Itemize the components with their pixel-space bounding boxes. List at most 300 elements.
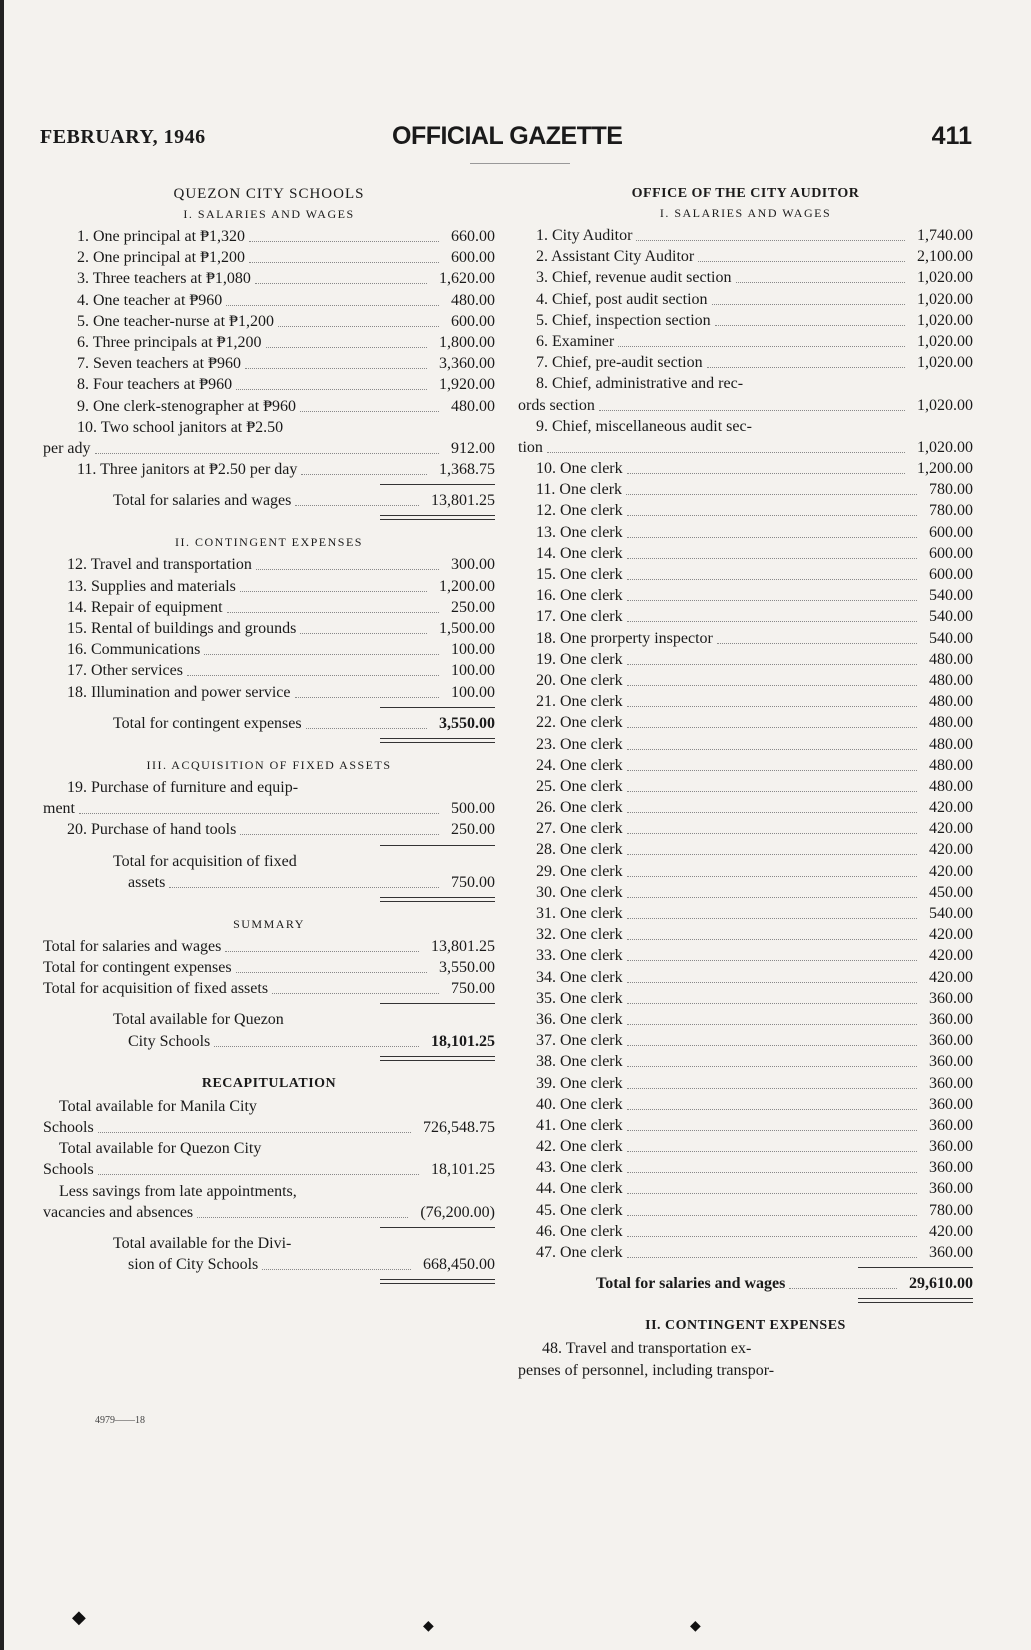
double-rule bbox=[43, 511, 495, 521]
item-label: 34. One clerk bbox=[536, 968, 623, 986]
recap-amount: 18,101.25 bbox=[431, 1161, 495, 1179]
item-amount: 420.00 bbox=[929, 1222, 973, 1240]
total-label: Total available for the Divi- bbox=[113, 1234, 292, 1252]
item-amount: 480.00 bbox=[929, 671, 973, 689]
dot-leader bbox=[249, 220, 439, 242]
item-amount: 600.00 bbox=[929, 544, 973, 562]
item-amount: 780.00 bbox=[929, 481, 973, 499]
dot-leader bbox=[295, 676, 439, 698]
item-amount: 360.00 bbox=[929, 1010, 973, 1028]
dot-leader bbox=[627, 579, 917, 601]
total-label: Total for acquisition of fixed bbox=[113, 852, 297, 870]
item-label: 28. One clerk bbox=[536, 841, 623, 859]
total-label: Total available for Quezon bbox=[113, 1011, 284, 1029]
item-label: Total for acquisition of fixed assets bbox=[43, 980, 269, 998]
recap-title: RECAPITULATION bbox=[201, 1075, 337, 1091]
quezon-title: QUEZON CITY SCHOOLS bbox=[173, 186, 365, 202]
dot-leader bbox=[272, 972, 439, 994]
dot-leader bbox=[249, 241, 439, 263]
dot-leader bbox=[627, 812, 917, 834]
dot-leader bbox=[301, 453, 427, 475]
dot-leader bbox=[300, 612, 427, 634]
item-label: 37. One clerk bbox=[536, 1032, 623, 1050]
item-amount: 420.00 bbox=[929, 968, 973, 986]
item-amount: 100.00 bbox=[451, 662, 495, 680]
dot-leader bbox=[627, 1194, 917, 1216]
quezon-assets-list bbox=[43, 777, 495, 841]
item-label: 15. Rental of buildings and grounds bbox=[67, 620, 297, 637]
item-amount: 360.00 bbox=[929, 1095, 973, 1113]
item-label: 17. One clerk bbox=[536, 608, 623, 626]
dot-leader bbox=[627, 537, 917, 559]
item-label: 29. One clerk bbox=[536, 862, 623, 880]
item-amount: 1,800.00 bbox=[439, 333, 495, 351]
salary-row bbox=[43, 438, 495, 459]
quezon-salaries-title: I. SALARIES AND WAGES bbox=[183, 207, 355, 221]
double-rule bbox=[43, 1275, 495, 1285]
dot-leader bbox=[627, 1215, 917, 1237]
item-amount: 420.00 bbox=[929, 799, 973, 817]
dot-leader bbox=[627, 643, 917, 665]
recap-label: Schools bbox=[43, 1119, 94, 1136]
recap-label: Less savings from late appointments, bbox=[59, 1182, 297, 1200]
header-rule bbox=[470, 163, 570, 164]
print-mark: ◆ bbox=[690, 1619, 701, 1634]
item-label: 16. One clerk bbox=[536, 587, 623, 605]
item-label: 14. One clerk bbox=[536, 544, 623, 562]
item-amount: 1,020.00 bbox=[917, 354, 973, 372]
item-label: 14. Repair of equipment bbox=[67, 598, 223, 616]
auditor-contingent-line2 bbox=[518, 1360, 973, 1381]
salary-row bbox=[43, 459, 495, 480]
item-amount: 480.00 bbox=[929, 650, 973, 668]
item-label: 12. One clerk bbox=[536, 502, 623, 520]
item-amount: 420.00 bbox=[929, 862, 973, 880]
recap-amount: 726,548.75 bbox=[423, 1119, 495, 1136]
recap-label: Schools bbox=[43, 1161, 94, 1179]
item-amount: 300.00 bbox=[451, 556, 495, 574]
dot-leader bbox=[236, 951, 427, 973]
item-label: 2. Assistant City Auditor bbox=[536, 248, 695, 266]
dot-leader bbox=[169, 866, 439, 888]
item-label: 39. One clerk bbox=[536, 1074, 623, 1092]
item-amount: 100.00 bbox=[451, 683, 495, 701]
dot-leader bbox=[627, 685, 917, 707]
item-label: 32. One clerk bbox=[536, 926, 623, 944]
total-label: assets bbox=[128, 873, 166, 891]
total-amount: 29,610.00 bbox=[909, 1275, 973, 1293]
item-label: 7. Seven teachers at ₱960 bbox=[77, 355, 241, 373]
dot-leader bbox=[627, 1151, 917, 1173]
item-amount: 1,920.00 bbox=[439, 376, 495, 394]
item-amount: 600.00 bbox=[929, 566, 973, 583]
dot-leader bbox=[547, 431, 905, 453]
quezon-contingent-title: II. CONTINGENT EXPENSES bbox=[175, 535, 363, 550]
item-amount: 1,020.00 bbox=[917, 269, 973, 287]
dot-leader bbox=[627, 706, 917, 728]
item-label: 17. Other services bbox=[67, 662, 183, 680]
item-label: 41. One clerk bbox=[536, 1116, 623, 1134]
item-label: 26. One clerk bbox=[536, 799, 623, 817]
item-amount: 420.00 bbox=[929, 841, 973, 859]
item-amount: 780.00 bbox=[929, 1201, 973, 1219]
item-amount: 450.00 bbox=[929, 883, 973, 901]
dot-leader bbox=[627, 770, 917, 792]
item-label: 10. Two school janitors at ₱2.50 bbox=[77, 418, 284, 436]
recap-label: Total available for Manila City bbox=[59, 1097, 257, 1115]
item-amount: 250.00 bbox=[451, 598, 495, 616]
auditor-salaries-list bbox=[518, 225, 973, 1263]
dot-leader bbox=[789, 1267, 897, 1289]
item-amount: 2,100.00 bbox=[917, 248, 973, 266]
dot-leader bbox=[266, 326, 427, 348]
item-amount: 1,020.00 bbox=[917, 438, 973, 456]
contingent-row bbox=[43, 597, 495, 618]
dot-leader bbox=[627, 939, 917, 961]
total-amount: 18,101.25 bbox=[431, 1032, 495, 1050]
publication-title: OFFICIAL GAZETTE bbox=[392, 122, 623, 150]
dot-leader bbox=[79, 792, 439, 814]
item-label: 4. One teacher at ₱960 bbox=[77, 291, 223, 309]
item-label: 5. Chief, inspection section bbox=[536, 311, 711, 329]
item-amount: 360.00 bbox=[929, 1138, 973, 1156]
item-label: 2. One principal at ₱1,200 bbox=[77, 249, 245, 267]
rule bbox=[518, 1263, 973, 1273]
quezon-available-line2 bbox=[43, 1031, 495, 1052]
item-label: penses of personnel, including transpor- bbox=[518, 1361, 775, 1379]
item-amount: 1,020.00 bbox=[917, 290, 973, 308]
item-amount: 1,500.00 bbox=[439, 620, 495, 637]
total-amount: 750.00 bbox=[451, 873, 495, 891]
dot-leader bbox=[627, 833, 917, 855]
dot-leader bbox=[197, 1196, 408, 1218]
dot-leader bbox=[618, 325, 905, 347]
item-amount: 1,020.00 bbox=[917, 396, 973, 414]
auditor-contingent-line1 bbox=[518, 1338, 973, 1359]
item-label: 38. One clerk bbox=[536, 1053, 623, 1071]
item-amount: 360.00 bbox=[929, 1116, 973, 1134]
dot-leader bbox=[627, 961, 917, 983]
dot-leader bbox=[717, 622, 917, 644]
dot-leader bbox=[187, 654, 439, 676]
item-amount: 1,200.00 bbox=[917, 460, 973, 478]
dot-leader bbox=[627, 1172, 917, 1194]
item-amount: 660.00 bbox=[451, 228, 495, 245]
recap-label: vacancies and absences bbox=[43, 1203, 194, 1221]
dot-leader bbox=[698, 240, 905, 262]
item-amount: 1,020.00 bbox=[917, 311, 973, 329]
item-amount: 360.00 bbox=[929, 1053, 973, 1071]
item-label: 10. One clerk bbox=[536, 460, 623, 478]
dot-leader bbox=[98, 1153, 419, 1175]
quezon-contingent-list bbox=[43, 554, 495, 702]
summary-title: SUMMARY bbox=[233, 916, 305, 931]
salary-row bbox=[43, 396, 495, 417]
item-label: 15. One clerk bbox=[536, 566, 623, 583]
issue-date: FEBRUARY, 1946 bbox=[40, 126, 206, 148]
item-amount: 500.00 bbox=[451, 800, 495, 818]
recap-label: Total available for Quezon City bbox=[59, 1140, 262, 1158]
auditor-salary-row bbox=[518, 352, 973, 373]
item-label: 6. Examiner bbox=[536, 332, 615, 350]
item-label: 23. One clerk bbox=[536, 735, 623, 753]
item-amount: 420.00 bbox=[929, 926, 973, 944]
auditor-salaries-title: I. SALARIES AND WAGES bbox=[659, 206, 832, 220]
item-amount: 600.00 bbox=[929, 523, 973, 541]
total-amount: 3,550.00 bbox=[439, 714, 495, 732]
dot-leader bbox=[627, 1045, 917, 1067]
dot-leader bbox=[245, 347, 427, 369]
auditor-title: OFFICE OF THE CITY AUDITOR bbox=[631, 186, 860, 201]
dot-leader bbox=[256, 548, 439, 570]
auditor-salary-row bbox=[518, 395, 973, 416]
item-label: 3. Three teachers at ₱1,080 bbox=[77, 270, 251, 288]
item-label: 35. One clerk bbox=[536, 989, 623, 1007]
item-amount: 480.00 bbox=[929, 714, 973, 732]
item-amount: 360.00 bbox=[929, 1159, 973, 1177]
dot-leader bbox=[626, 473, 917, 495]
rule bbox=[43, 841, 495, 851]
item-label: 20. One clerk bbox=[536, 671, 623, 689]
item-amount: 1,368.75 bbox=[439, 461, 495, 479]
dot-leader bbox=[278, 305, 439, 327]
item-amount: 420.00 bbox=[929, 820, 973, 838]
item-amount: 360.00 bbox=[929, 1074, 973, 1092]
recap-amount: (76,200.00) bbox=[420, 1203, 495, 1221]
item-amount: 360.00 bbox=[929, 1180, 973, 1198]
quezon-contingent-total bbox=[43, 713, 495, 734]
total-amount: 13,801.25 bbox=[431, 492, 495, 510]
item-label: 8. Chief, administrative and rec- bbox=[536, 375, 744, 393]
dot-leader bbox=[214, 1025, 419, 1047]
auditor-contingent-title: II. CONTINGENT EXPENSES bbox=[645, 1318, 846, 1334]
rule bbox=[43, 999, 495, 1009]
item-label: 9. One clerk-stenographer at ₱960 bbox=[77, 397, 297, 415]
total-label: sion of City Schools bbox=[128, 1256, 259, 1274]
item-label: 31. One clerk bbox=[536, 905, 623, 922]
item-label: Total for contingent expenses bbox=[43, 959, 232, 977]
dot-leader bbox=[226, 284, 439, 306]
dot-leader bbox=[736, 261, 905, 283]
item-label: 42. One clerk bbox=[536, 1138, 623, 1156]
item-amount: 600.00 bbox=[451, 312, 495, 330]
dot-leader bbox=[95, 432, 439, 454]
dot-leader bbox=[627, 1236, 917, 1258]
page-header bbox=[40, 122, 972, 152]
quezon-schools-column bbox=[43, 184, 495, 1285]
item-label: ords section bbox=[518, 396, 595, 414]
item-label: 40. One clerk bbox=[536, 1095, 623, 1113]
item-amount: 912.00 bbox=[451, 439, 495, 457]
page-edge bbox=[0, 0, 4, 1650]
item-label: 30. One clerk bbox=[536, 883, 623, 901]
item-amount: 1,200.00 bbox=[439, 577, 495, 595]
item-label: 11. One clerk bbox=[536, 481, 623, 499]
item-label: tion bbox=[518, 438, 543, 456]
total-label: Total for contingent expenses bbox=[113, 714, 302, 732]
item-amount: 250.00 bbox=[451, 821, 495, 839]
auditor-salaries-total bbox=[518, 1273, 973, 1294]
summary-list bbox=[43, 936, 495, 1000]
item-label: 27. One clerk bbox=[536, 820, 623, 838]
dot-leader bbox=[707, 346, 905, 368]
item-label: 13. Supplies and materials bbox=[67, 577, 236, 595]
double-rule bbox=[518, 1294, 973, 1304]
item-label: 4. Chief, post audit section bbox=[536, 290, 708, 308]
total-label: Total for salaries and wages bbox=[113, 492, 292, 510]
item-label: 18. One prorperty inspector bbox=[536, 629, 713, 647]
quezon-assets-total-line2 bbox=[43, 872, 495, 893]
item-amount: 3,360.00 bbox=[439, 355, 495, 373]
dot-leader bbox=[627, 1024, 917, 1046]
item-amount: 540.00 bbox=[929, 587, 973, 605]
dot-leader bbox=[204, 633, 439, 655]
item-amount: 420.00 bbox=[929, 947, 973, 965]
dot-leader bbox=[236, 368, 427, 390]
item-label: ment bbox=[43, 800, 75, 818]
dot-leader bbox=[262, 1248, 411, 1270]
item-amount: 600.00 bbox=[451, 249, 495, 267]
dot-leader bbox=[627, 452, 905, 474]
dot-leader bbox=[306, 707, 427, 729]
item-amount: 3,550.00 bbox=[439, 959, 495, 977]
item-amount: 780.00 bbox=[929, 502, 973, 520]
item-amount: 360.00 bbox=[929, 1032, 973, 1050]
dot-leader bbox=[712, 283, 905, 305]
dot-leader bbox=[627, 897, 917, 919]
dot-leader bbox=[627, 1088, 917, 1110]
item-amount: 480.00 bbox=[451, 291, 495, 309]
item-label: 46. One clerk bbox=[536, 1222, 623, 1240]
item-label: 16. Communications bbox=[67, 641, 201, 659]
item-amount: 480.00 bbox=[929, 777, 973, 795]
item-label: 8. Four teachers at ₱960 bbox=[77, 376, 233, 394]
dot-leader bbox=[255, 262, 427, 284]
item-amount: 480.00 bbox=[929, 756, 973, 774]
auditor-salary-row bbox=[518, 1242, 973, 1263]
dot-leader bbox=[715, 304, 905, 326]
item-label: 18. Illumination and power service bbox=[67, 683, 291, 701]
item-amount: 480.00 bbox=[451, 397, 495, 415]
dot-leader bbox=[627, 1130, 917, 1152]
dot-leader bbox=[627, 728, 917, 750]
item-label: 45. One clerk bbox=[536, 1201, 623, 1219]
item-label: 19. Purchase of furniture and equip- bbox=[67, 778, 299, 796]
page-number: 411 bbox=[931, 122, 972, 150]
dot-leader bbox=[627, 664, 917, 686]
item-amount: 13,801.25 bbox=[431, 937, 495, 955]
dot-leader bbox=[627, 558, 917, 580]
dot-leader bbox=[627, 749, 917, 771]
item-amount: 360.00 bbox=[929, 989, 973, 1007]
item-label: 11. Three janitors at ₱2.50 per day bbox=[77, 461, 298, 479]
item-label: 25. One clerk bbox=[536, 777, 623, 795]
item-label: 33. One clerk bbox=[536, 947, 623, 965]
recap-row bbox=[43, 1159, 495, 1180]
dot-leader bbox=[627, 1067, 917, 1089]
item-label: 6. Three principals at ₱1,200 bbox=[77, 333, 262, 351]
dot-leader bbox=[636, 219, 905, 241]
dot-leader bbox=[227, 591, 439, 613]
item-label: 3. Chief, revenue audit section bbox=[536, 269, 732, 287]
asset-row bbox=[43, 819, 495, 840]
item-label: 5. One teacher-nurse at ₱1,200 bbox=[77, 312, 274, 330]
item-amount: 1,620.00 bbox=[439, 270, 495, 288]
item-label: 36. One clerk bbox=[536, 1010, 623, 1028]
item-amount: 540.00 bbox=[929, 905, 973, 922]
dot-leader bbox=[627, 600, 917, 622]
total-amount: 668,450.00 bbox=[423, 1256, 495, 1274]
item-label: 22. One clerk bbox=[536, 714, 623, 732]
dot-leader bbox=[300, 390, 439, 412]
dot-leader bbox=[627, 918, 917, 940]
dot-leader bbox=[627, 494, 917, 516]
dot-leader bbox=[599, 389, 905, 411]
double-rule bbox=[43, 893, 495, 903]
item-label: 7. Chief, pre-audit section bbox=[536, 354, 703, 372]
item-amount: 480.00 bbox=[929, 693, 973, 711]
dot-leader bbox=[225, 930, 419, 952]
item-label: per ady bbox=[43, 439, 91, 457]
dot-leader bbox=[627, 982, 917, 1004]
item-label: 1. One principal at ₱1,320 bbox=[77, 228, 245, 245]
quezon-assets-title: III. ACQUISITION OF FIXED ASSETS bbox=[146, 757, 392, 772]
item-amount: 1,740.00 bbox=[917, 227, 973, 244]
dot-leader bbox=[295, 484, 419, 506]
item-label: 12. Travel and transportation bbox=[67, 556, 252, 574]
dot-leader bbox=[627, 876, 917, 898]
item-amount: 1,020.00 bbox=[917, 332, 973, 350]
item-label: 20. Purchase of hand tools bbox=[67, 821, 237, 839]
summary-row bbox=[43, 978, 495, 999]
item-amount: 540.00 bbox=[929, 629, 973, 647]
dot-leader bbox=[627, 1003, 917, 1025]
item-amount: 540.00 bbox=[929, 608, 973, 626]
quezon-salaries-total bbox=[43, 490, 495, 511]
print-mark: ◆ bbox=[72, 1607, 86, 1627]
double-rule bbox=[43, 734, 495, 744]
print-mark: ◆ bbox=[423, 1619, 434, 1634]
dot-leader bbox=[240, 813, 439, 835]
recap-row bbox=[43, 1117, 495, 1138]
city-auditor-column bbox=[518, 184, 973, 1381]
item-label: 47. One clerk bbox=[536, 1244, 623, 1261]
item-label: 9. Chief, miscellaneous audit sec- bbox=[536, 417, 752, 435]
item-label: Total for salaries and wages bbox=[43, 937, 222, 955]
total-label: City Schools bbox=[128, 1032, 211, 1050]
item-amount: 360.00 bbox=[929, 1244, 973, 1261]
dot-leader bbox=[627, 855, 917, 877]
item-label: 43. One clerk bbox=[536, 1159, 623, 1177]
division-total-line2 bbox=[43, 1254, 495, 1275]
quezon-salaries-list bbox=[43, 226, 495, 480]
item-label: 19. One clerk bbox=[536, 650, 623, 668]
recap-row bbox=[43, 1202, 495, 1223]
rule bbox=[43, 1223, 495, 1233]
item-amount: 750.00 bbox=[451, 980, 495, 998]
dot-leader bbox=[98, 1111, 411, 1133]
contingent-row bbox=[43, 682, 495, 703]
item-label: 48. Travel and transportation ex- bbox=[542, 1340, 752, 1358]
item-label: 24. One clerk bbox=[536, 756, 623, 774]
item-amount: 480.00 bbox=[929, 735, 973, 753]
recap-list bbox=[43, 1096, 495, 1223]
item-amount: 100.00 bbox=[451, 641, 495, 659]
item-label: 44. One clerk bbox=[536, 1180, 623, 1198]
print-footnote: 4979——18 bbox=[95, 1415, 145, 1426]
rule bbox=[43, 480, 495, 490]
dot-leader bbox=[240, 570, 427, 592]
